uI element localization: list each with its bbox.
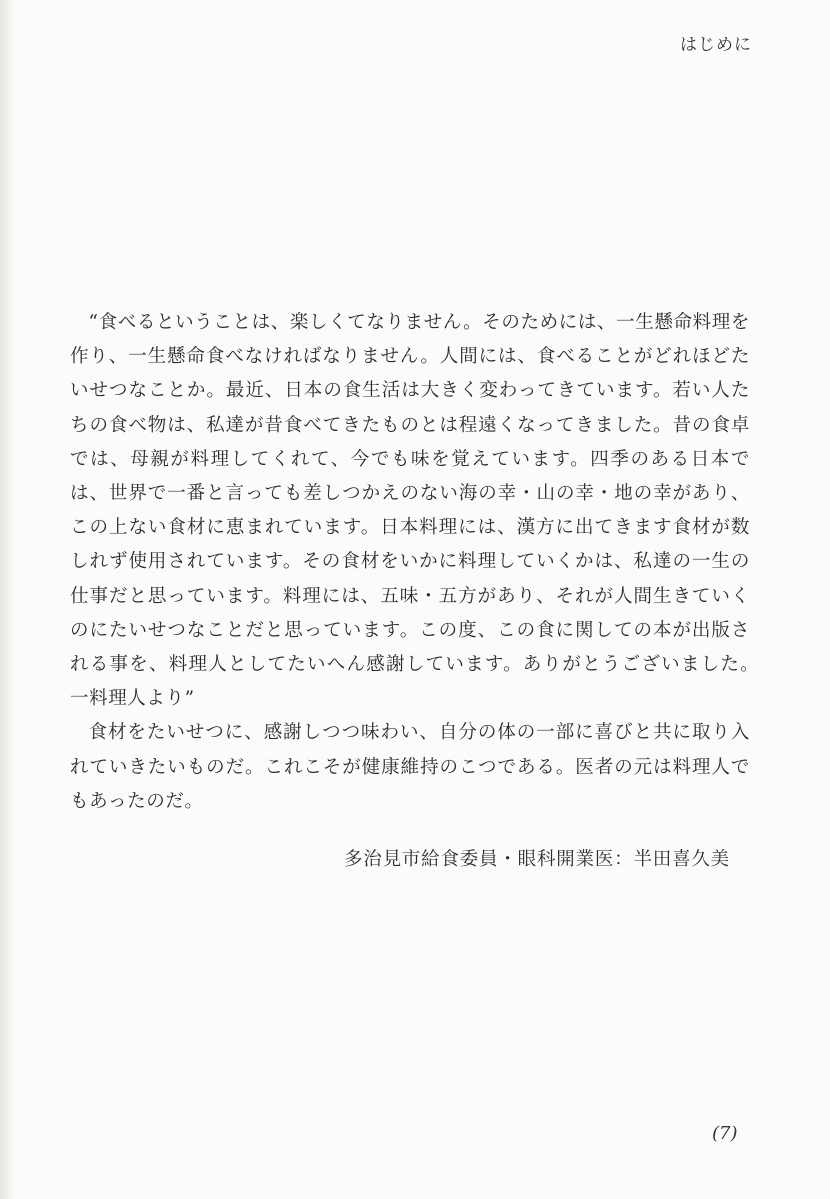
body-text <box>70 306 770 819</box>
paragraph-quote: “食べるということは、楽しくてなりません。そのためには、一生懸命料理を作り、一生懸命食べなければなりません。人間には、食べることがどれほどたいせつなことか。最近、日本の食生活は大きく変わってきています。若い人たちの食べ物は、私達が昔食べてきたものとは程遠くなってきました。昔の食卓では、母親が料理してくれて、今でも味を覚えています。四季のある日本では、世界で一番と言っても差しつかえのない海の幸・山の幸・地の幸があり、この上ない食材に恵まれています。日本料理には、漢方に出てきます食材が数しれず使用されています。その食材をいかに料理していくかは、私達の一生の仕事だと思っています。料理には、五味・五方があり、それが人間生きていくのにたいせつなことだと思っています。この度、この食に関しての本が出版される事を、料理人としてたいへん感謝しています。ありがとうございました。 一料理人より” <box>70 312 770 710</box>
page-number: (7) <box>712 1123 738 1144</box>
running-header: はじめに <box>680 35 752 55</box>
paragraph-commentary: 食材をたいせつに、感謝しつつ味わい、自分の体の一部に喜びと共に取り入れていきたいものだ。これこそが健康維持のこつである。医者の元は料理人でもあったのだ。 <box>70 722 750 812</box>
page-edge-shadow <box>0 0 14 1199</box>
author-signature: 多治見市給食委員・眼科開業医：半田喜久美 <box>343 849 730 870</box>
